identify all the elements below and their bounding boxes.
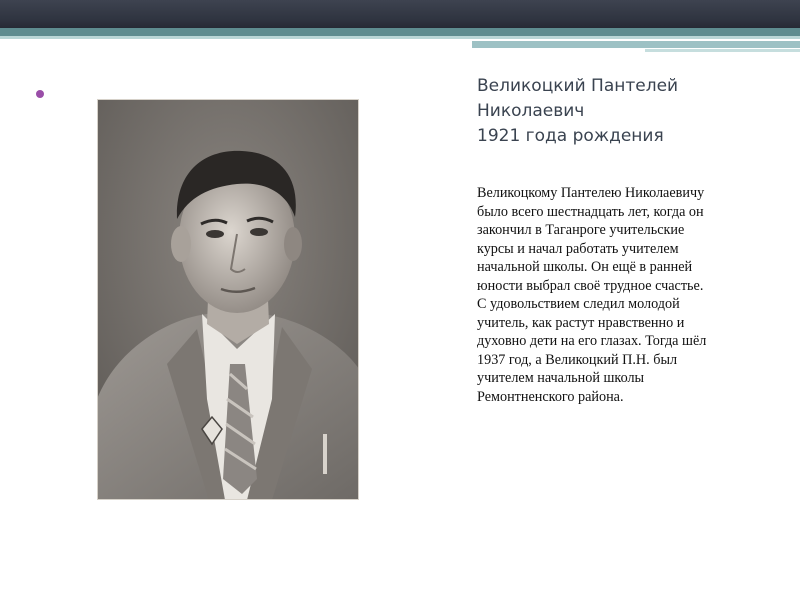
body-line: Великоцкому Пантелею Николаевичу: [477, 185, 705, 201]
accent-stripe-thin: [645, 49, 800, 52]
body-line: 1937 год, а Великоцкий П.Н. был: [477, 351, 678, 368]
body-line: юности выбрал своё трудное счастье.: [477, 277, 704, 294]
body-line: учителем начальной школы: [477, 370, 645, 386]
heading-line: Николаевич: [477, 101, 585, 121]
body-line: Ремонтненского района.: [477, 388, 624, 405]
accent-stripe-short: [472, 41, 800, 48]
person-heading: [477, 74, 787, 149]
body-line: было всего шестнадцать лет, когда он: [477, 203, 704, 220]
body-line: С удовольствием следил молодой: [477, 296, 680, 312]
heading-line: Великоцкий Пантелей: [477, 76, 679, 96]
accent-stripe: [0, 28, 800, 36]
body-line: закончил в Таганроге учительские: [477, 222, 685, 238]
bullet-point: [36, 90, 44, 98]
accent-stripe-light: [0, 36, 800, 39]
biography-text: [477, 184, 777, 406]
body-line: начальной школы. Он ещё в ранней: [477, 259, 693, 275]
portrait-photo: [97, 99, 359, 500]
body-line: духовно дети на его глазах. Тогда шёл: [477, 333, 707, 349]
portrait-image: [97, 99, 359, 500]
heading-line: 1921 года рождения: [477, 126, 664, 146]
top-decor-bar: [0, 0, 800, 28]
body-line: курсы и начал работать учителем: [477, 240, 679, 257]
body-line: учитель, как растут нравственно и: [477, 314, 685, 331]
